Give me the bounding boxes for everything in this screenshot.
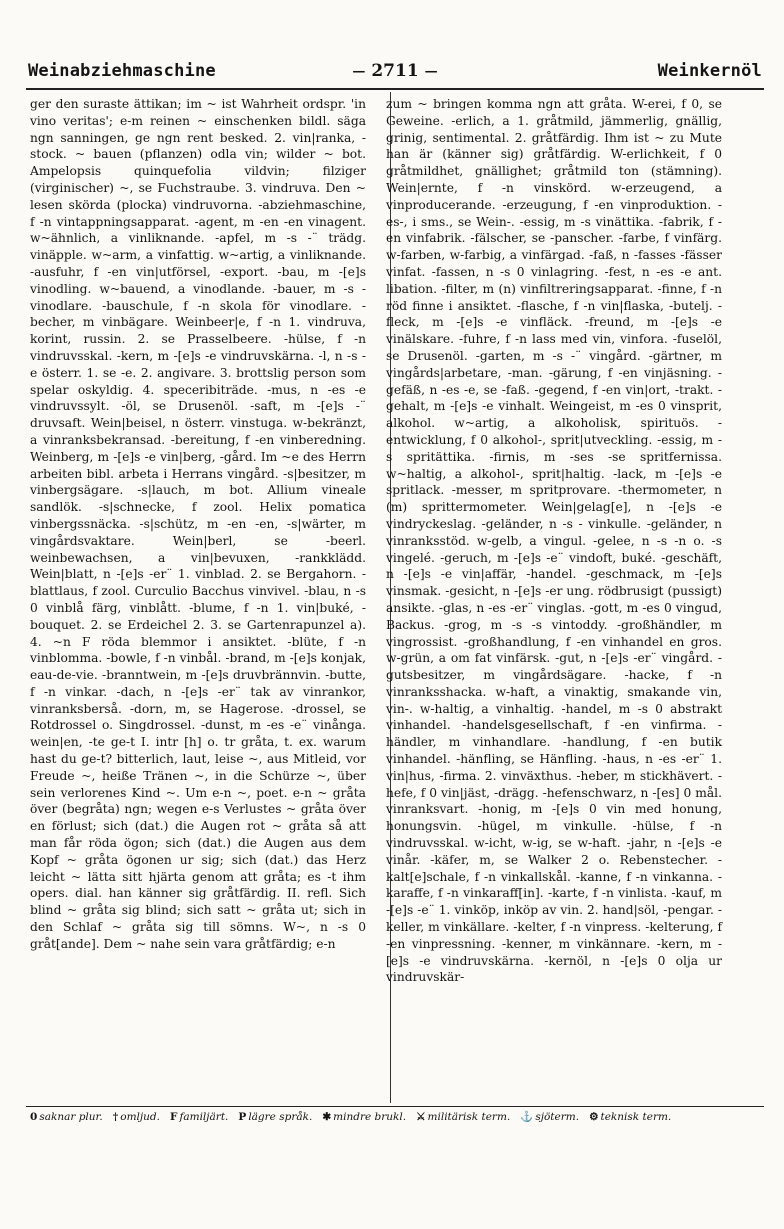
key-item: ⚓ sjöterm. bbox=[520, 1111, 580, 1123]
key-item: ✱ mindre brukl. bbox=[322, 1111, 407, 1123]
page-number: 2711 bbox=[371, 61, 419, 81]
first-guide-word: Weinabziehmaschine bbox=[28, 61, 216, 81]
key-item: ⚙ teknisk term. bbox=[589, 1111, 672, 1123]
key-item: 0 saknar plur. bbox=[30, 1111, 103, 1123]
header-rule bbox=[26, 88, 764, 90]
last-guide-word: Weinkernöl bbox=[657, 61, 762, 81]
entry-columns bbox=[30, 92, 762, 1103]
key-item: ⚔ militärisk term. bbox=[416, 1111, 511, 1123]
key-item: P lägre språk. bbox=[238, 1111, 313, 1123]
left-column bbox=[30, 96, 366, 953]
key-item: † omljud. bbox=[112, 1111, 160, 1123]
running-head bbox=[28, 58, 762, 84]
footer-rule bbox=[26, 1106, 764, 1107]
abbreviation-key bbox=[30, 1110, 762, 1123]
right-column-text: zum ~ bringen komma ngn att gråta. W-erei, f 0, se Geweine. -erlich, a 1. gråtmild, jämmerlig, gnällig, grinig, sentimental. 2. gråtfärdig. Ihm ist ~ zu Mute han är (känner sig) gråtfärdig. W-erlichkeit, f 0 gråtmildhet, gnällighet; gråtmild ton (stämning). Wein|ernte, f -n vinskörd. w-erzeugend, a vinproducerande. -erzeugung, f -en vinproduktion. -es-, i sms., se Wein-. -essig, m -s vinättika. -fabrik, f -en vinfabrik. -fälscher, se -panscher. -farbe, f vinfärg. w-farben, w-farbig, a vinfärgad. -faß, n -fasses -fässer vinfat. -fassen, n -s 0 vinlagring. -fest, n -es -e ant. libation. -filter, m (n) vinfiltreringsapparat. -finne, f -n röd finne i ansiktet. -flasche, f -n vin|flaska, -butelj. -fleck, m -[e]s -e vinfläck. -freund, m -[e]s -e vinälskare. -fuhre, f -n lass med vin, vinfora. -fuselöl, se Drusenöl. -garten, m -s -¨ vingård. -gärtner, m vingårds|arbetare, -man. -gärung, f -en vinjäsning. -gefäß, n -es -e, se -faß. -gegend, f -en vin|ort, -trakt. -gehalt, m -[e]s -e vinhalt. Weingeist, m -es 0 vinsprit, alkohol. w~artig, a alkoholisk, spirituös. -entwicklung, f 0 alkohol-, sprit|utveckling. -essig, m -s spritättika. -firnis, m -ses -se spritfernissa. w~haltig, a alkohol-, sprit|haltig. -lack, m -[e]s -e spritlack. -messer, m spritprovare. -thermometer, n (m) sprittermometer. Wein|gelag[e], n -[e]s -e vindryckeslag. -geländer, n -s - vinkulle. -geländer, n vinranksstöd. w-gelb, a vingul. -gelee, n -s -n o. -s vingelé. -geruch, m -[e]s -e¨ vindoft, buké. -geschäft, n -[e]s -e vin|affär, -handel. -geschmack, m -[e]s vinsmak. -gesicht, n -[e]s -er ung. rödbrusigt (pussigt) ansikte. -glas, n -es -er¨ vinglas. -gott, m -es 0 vingud, Backus. -grog, m -s -s vintoddy. -großhändler, m vingrossist. -großhandlung, f -en vinhandel en gros. w-grün, a om fat vinfärsk. -gut, n -[e]s -er¨ vingård. -gutsbesitzer, m vingårdsägare. -hacke, f -n vinranksshacka. w-haft, a vinaktig, smakande vin, vin-. w-haltig, a vinhaltig. -handel, m -s 0 abstrakt vinhandel. -handelsgesellschaft, f -en vinfirma. -händler, m vinhandlare. -handlung, f -en butik vinhandel. -hänfling, se Hänfling. -haus, n -es -er¨ 1. vin|hus, -firma. 2. vinväxthus. -heber, m stickhävert. -hefe, f 0 vin|jäst, -drägg. -hefenschwarz, n -[es] 0 mål. vinranksvart. -honig, m -[e]s 0 vin med honung, honungsvin. -hügel, m vinkulle. -hülse, f -n vindruvsskal. w-icht, w-ig, se w-haft. -jahr, n -[e]s -e vinår. -käfer, m, se Walker 2 o. Rebenstecher. -kalt[e]schale, f -n vinkallskål. -kanne, f -n vinkanna. -karaffe, f -n vinkaraff[in]. -karte, f -n vinlista. -kauf, m -[e]s -e¨ 1. vinköp, inköp av vin. 2. hand|söl, -pengar. -keller, m vinkällare. -kelter, f -n vinpress. -kelterung, f -en vinpressning. -kenner, m vinkännare. -kern, m -[e]s -e vindruvskärna. -kernöl, n -[e]s 0 olja ur vindruvskär- bbox=[386, 97, 722, 985]
page-number-group: — 2711 — bbox=[352, 61, 438, 81]
key-item: F familjärt. bbox=[170, 1111, 229, 1123]
left-column-text: ger den suraste ättikan; im ~ ist Wahrheit ordspr. 'in vino veritas'; e-m reinen ~ einschenken bildl. säga ngn sanningen, ge ngn rent besked. 2. vin|ranka, -stock. ~ bauen (pflanzen) odla vin; wilder ~ bot. Ampelopsis quinquefolia vildvin; filziger (virginischer) ~, se Fuchstraube. 3. vindruva. Den ~ lesen skörda (plocka) vindruvorna. -abziehmaschine, f -n vintappningsapparat. -agent, m -en -en vinagent. w~ähnlich, a vinliknande. -apfel, m -s -¨ trädg. vinäpple. w~arm, a vinfattig. w~artig, a vinliknande. -ausfuhr, f -en vin|utförsel, -export. -bau, m -[e]s vinodling. w~bauend, a vinodlande. -bauer, m -s - vinodlare. -bauschule, f -n skola för vinodlare. -becher, m vinbägare. Weinbeer|e, f -n 1. vindruva, korint, russin. 2. se Prasselbeere. -hülse, f -n vindruvsskal. -kern, m -[e]s -e vindruvskärna. -l, n -s -e österr. 1. se -e. 2. angivare. 3. brottslig person som spelar oskyldig. 4. speceribiträde. -mus, n -es -e vindruvssylt. -öl, se Drusenöl. -saft, m -[e]s -¨ druvsaft. Wein|beisel, n österr. vinstuga. w-bekränzt, a vinranksbekransad. -bereitung, f -en vinberedning. Weinberg, m -[e]s -e vin|berg, -gård. Im ~e des Herrn arbeiten bibl. arbeta i Herrans vingård. -s|besitzer, m vinbergsägare. -s|lauch, m bot. Allium vineale sandlök. -s|schnecke, f zool. Helix pomatica vinbergssnäcka. -s|schütz, m -en -en, -s|wärter, m vingårdsvaktare. Wein|berl, se -beerl. weinbewachsen, a vin|bevuxen, -rankklädd. Wein|blatt, n -[e]s -er¨ 1. vinblad. 2. se Bergahorn. -blattlaus, f zool. Curculio Bacchus vinvivel. -blau, n -s 0 vinblå färg, vinblått. -blume, f -n 1. vin|buké, -bouquet. 2. se Erdeichel 2. 3. se Gartenrapunzel a). 4. ~n F röda blemmor i ansiktet. -blüte, f -n vinblomma. -bowle, f -n vinbål. -brand, m -[e]s konjak, eau-de-vie. -branntwein, m -[e]s druvbrännvin. -butte, f -n vinkar. -dach, n -[e]s -er¨ tak av vinrankor, vinranksberså. -dorn, m, se Hagerose. -drossel, se Rotdrossel o. Singdrossel. -dunst, m -es -e¨ vinånga. wein|en, -te ge-t I. intr [h] o. tr gråta, t. ex. warum hast du ge-t? bitterlich, laut, leise ~, aus Mitleid, vor Freude ~, heiße Tränen ~, in die Schürze ~, über sein verlorenes Kind ~. Um e-n ~, poet. e-n ~ gråta över (begråta) ngn; wegen e-s Verlustes ~ gråta över en förlust; sich (dat.) die Augen rot ~ gråta så att man får röda ögon; sich (dat.) die Augen aus dem Kopf ~ gråta ögonen ur sig; sich (dat.) das Herz leicht ~ lätta sitt hjärta genom att gråta; es -t ihm opers. dial. han känner sig gråtfärdig. II. refl. Sich blind ~ gråta sig blind; sich satt ~ gråta ut; sich in den Schlaf ~ gråta sig till sömns. W~, n -s 0 gråt[ande]. Dem ~ nahe sein vara gråtfärdig; e-n bbox=[30, 97, 366, 951]
right-column bbox=[386, 96, 722, 986]
